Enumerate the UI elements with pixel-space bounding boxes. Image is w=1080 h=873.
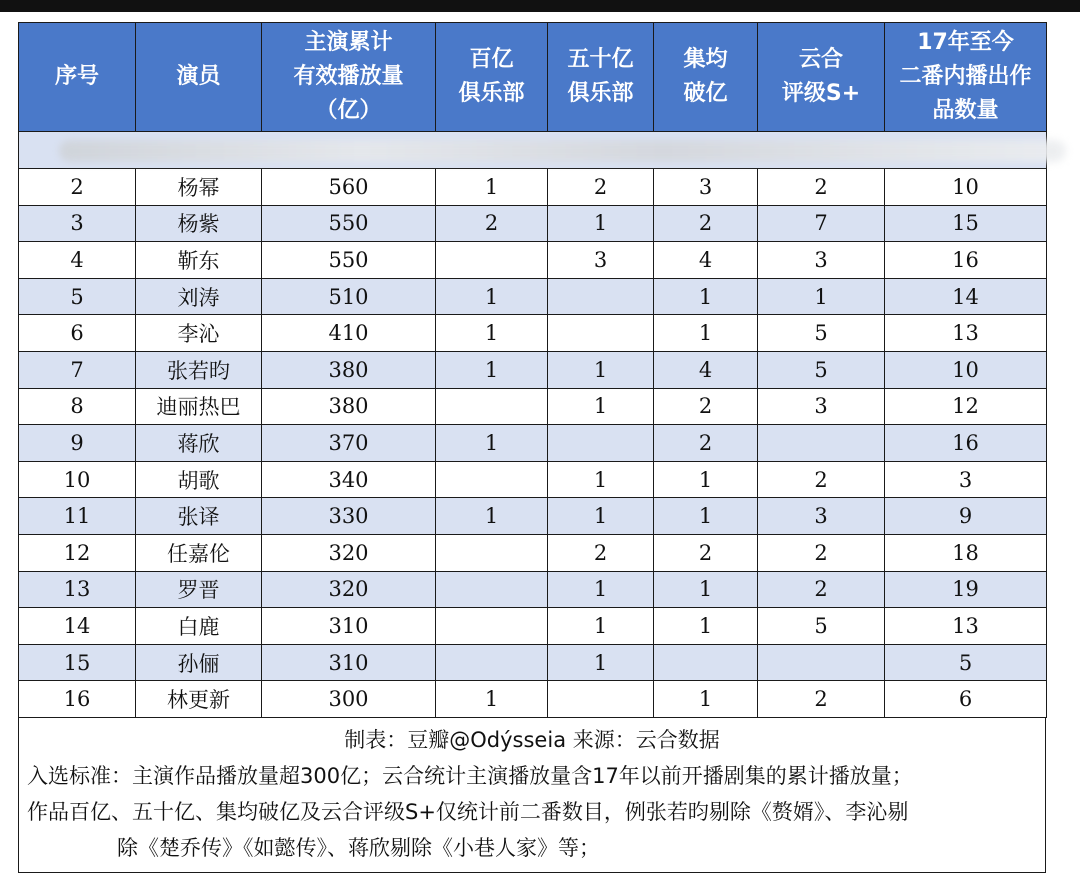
cell-name: 蒋欣 (136, 425, 262, 462)
cell-avg: 2 (654, 388, 758, 425)
cell-b50 (548, 425, 654, 462)
cell-b50: 1 (548, 205, 654, 242)
cell-play: 380 (262, 388, 436, 425)
cell-count: 14 (885, 278, 1047, 315)
cell-play: 560 (262, 169, 436, 206)
note-line-2: 除《楚乔传》《如懿传》、蒋欣剔除《小巷人家》等； (117, 835, 600, 860)
cell-avg: 1 (654, 498, 758, 535)
credit-line: 制表：豆瓣@Odýsseia 来源：云合数据 (344, 727, 720, 752)
cell-name: 林更新 (136, 681, 262, 718)
cell-count: 13 (885, 608, 1047, 645)
cell-avg: 2 (654, 425, 758, 462)
cell-count: 3 (885, 461, 1047, 498)
cell-no: 8 (19, 388, 136, 425)
table-row (19, 571, 1047, 608)
cell-play: 550 (262, 242, 436, 279)
cell-no: 15 (19, 644, 136, 681)
header-label: 俱乐部 (567, 81, 634, 106)
header-label: 品数量 (932, 98, 999, 123)
cell-count: 10 (885, 169, 1047, 206)
cell-b50: 1 (548, 644, 654, 681)
cell-name: 罗晋 (136, 571, 262, 608)
cell-no: 13 (19, 571, 136, 608)
cell-splus: 5 (758, 351, 885, 388)
cell-avg: 4 (654, 351, 758, 388)
cell-no: 11 (19, 498, 136, 535)
cell-no: 12 (19, 534, 136, 571)
cell-b100: 1 (436, 169, 548, 206)
cell-splus: 2 (758, 169, 885, 206)
cell-b100: 1 (436, 278, 548, 315)
header-label: 破亿 (683, 81, 728, 106)
cell-play: 370 (262, 425, 436, 462)
cell-avg: 1 (654, 571, 758, 608)
cell-avg: 4 (654, 242, 758, 279)
cell-no: 4 (19, 242, 136, 279)
actor-ranking-table (18, 22, 1047, 718)
cell-splus (758, 425, 885, 462)
cell-no: 3 (19, 205, 136, 242)
cell-splus: 2 (758, 681, 885, 718)
cell-no: 9 (19, 425, 136, 462)
header-label: 五十亿 (567, 47, 634, 72)
cell-b100 (436, 242, 548, 279)
cell-count: 19 (885, 571, 1047, 608)
table-row (19, 461, 1047, 498)
table-row (19, 278, 1047, 315)
cell-avg: 1 (654, 681, 758, 718)
cell-avg: 3 (654, 169, 758, 206)
cell-play: 320 (262, 571, 436, 608)
cell-b50: 2 (548, 169, 654, 206)
cell-b100: 1 (436, 498, 548, 535)
cell-count: 5 (885, 644, 1047, 681)
header-label: 17年至今 (917, 30, 1014, 55)
cell-b100 (436, 534, 548, 571)
cell-b100: 1 (436, 425, 548, 462)
cell-avg: 1 (654, 461, 758, 498)
cell-b100: 1 (436, 315, 548, 352)
cell-b100: 1 (436, 681, 548, 718)
header-label: 俱乐部 (458, 81, 525, 106)
cell-count: 16 (885, 242, 1047, 279)
cell-avg: 2 (654, 534, 758, 571)
cell-avg: 1 (654, 315, 758, 352)
cell-count: 16 (885, 425, 1047, 462)
header-label: 有效播放量 (293, 64, 404, 89)
cell-name: 孙俪 (136, 644, 262, 681)
cell-play: 410 (262, 315, 436, 352)
cell-b100 (436, 571, 548, 608)
cell-b50: 2 (548, 534, 654, 571)
cell-count: 13 (885, 315, 1047, 352)
header-label: 评级S+ (781, 81, 861, 106)
cell-name: 刘涛 (136, 278, 262, 315)
cell-count: 15 (885, 205, 1047, 242)
cell-splus (758, 644, 885, 681)
table-row (19, 534, 1047, 571)
cell-b50: 1 (548, 498, 654, 535)
header-row (19, 23, 1047, 132)
cell-count: 12 (885, 388, 1047, 425)
cell-b100: 2 (436, 205, 548, 242)
redaction-blur (59, 140, 1066, 162)
cell-splus: 3 (758, 498, 885, 535)
cell-play: 320 (262, 534, 436, 571)
header-cell (19, 23, 136, 132)
cell-name: 白鹿 (136, 608, 262, 645)
header-cell (758, 23, 885, 132)
cell-name: 杨紫 (136, 205, 262, 242)
note-line-1: 作品百亿、五十亿、集均破亿及云合评级S+仅统计前二番数目，例张若昀剔除《赘婿》、李沁剔 (27, 799, 909, 824)
cell-splus: 2 (758, 534, 885, 571)
cell-avg (654, 644, 758, 681)
cell-avg: 1 (654, 278, 758, 315)
table-body (19, 132, 1047, 718)
cell-avg: 1 (654, 608, 758, 645)
table-row (19, 351, 1047, 388)
table-row (19, 608, 1047, 645)
cell-name: 张若昀 (136, 351, 262, 388)
cell-b100 (436, 644, 548, 681)
cell-no: 14 (19, 608, 136, 645)
cell-play: 330 (262, 498, 436, 535)
cell-name: 胡歌 (136, 461, 262, 498)
cell-name: 张译 (136, 498, 262, 535)
cell-name: 杨幂 (136, 169, 262, 206)
header-label: （亿） (315, 98, 382, 123)
table-row (19, 425, 1047, 462)
cell-no: 5 (19, 278, 136, 315)
cell-splus: 2 (758, 571, 885, 608)
cell-no: 10 (19, 461, 136, 498)
cell-b50 (548, 278, 654, 315)
top-bar (0, 0, 1080, 12)
header-label: 序号 (54, 64, 99, 89)
cell-b50: 1 (548, 608, 654, 645)
header-cell (548, 23, 654, 132)
table-row (19, 169, 1047, 206)
cell-play: 310 (262, 608, 436, 645)
cell-name: 迪丽热巴 (136, 388, 262, 425)
header-cell (136, 23, 262, 132)
cell-splus: 1 (758, 278, 885, 315)
cell-b50: 1 (548, 571, 654, 608)
table-footer (18, 718, 1046, 873)
cell-play: 310 (262, 644, 436, 681)
cell-avg: 2 (654, 205, 758, 242)
cell-play: 380 (262, 351, 436, 388)
cell-b50: 1 (548, 351, 654, 388)
cell-count: 10 (885, 351, 1047, 388)
table-row (19, 388, 1047, 425)
cell-name: 李沁 (136, 315, 262, 352)
table-row (19, 498, 1047, 535)
cell-name: 靳东 (136, 242, 262, 279)
cell-no: 2 (19, 169, 136, 206)
header-label: 主演累计 (304, 30, 393, 55)
header-cell (436, 23, 548, 132)
header-label: 云合 (798, 47, 843, 72)
cell-b100 (436, 388, 548, 425)
cell-splus: 3 (758, 242, 885, 279)
header-label: 集均 (683, 47, 728, 72)
cell-splus: 5 (758, 608, 885, 645)
cell-splus: 3 (758, 388, 885, 425)
cell-b50 (548, 315, 654, 352)
header-cell (262, 23, 436, 132)
cell-count: 18 (885, 534, 1047, 571)
cell-b50 (548, 681, 654, 718)
cell-play: 300 (262, 681, 436, 718)
cell-b100: 1 (436, 351, 548, 388)
table-row (19, 242, 1047, 279)
cell-play: 510 (262, 278, 436, 315)
cell-splus: 5 (758, 315, 885, 352)
cell-splus: 7 (758, 205, 885, 242)
ranking-table-container (18, 22, 1046, 873)
cell-no: 7 (19, 351, 136, 388)
criteria-line: 入选标准：主演作品播放量超300亿；云合统计主演播放量含17年以前开播剧集的累计播放量； (27, 763, 913, 788)
table-row (19, 315, 1047, 352)
cell-b100 (436, 608, 548, 645)
blurred-row (19, 132, 1047, 169)
cell-play: 340 (262, 461, 436, 498)
table-row (19, 644, 1047, 681)
cell-count: 6 (885, 681, 1047, 718)
cell-no: 16 (19, 681, 136, 718)
table-row (19, 681, 1047, 718)
cell-b100 (436, 461, 548, 498)
blurred-cell (19, 132, 1047, 169)
header-label: 二番内播出作 (899, 64, 1032, 89)
header-cell (885, 23, 1047, 132)
header-label: 演员 (176, 64, 221, 89)
cell-play: 550 (262, 205, 436, 242)
cell-no: 6 (19, 315, 136, 352)
header-cell (654, 23, 758, 132)
cell-b50: 1 (548, 388, 654, 425)
cell-splus: 2 (758, 461, 885, 498)
table-row (19, 205, 1047, 242)
cell-count: 9 (885, 498, 1047, 535)
cell-name: 任嘉伦 (136, 534, 262, 571)
cell-b50: 1 (548, 461, 654, 498)
cell-b50: 3 (548, 242, 654, 279)
header-label: 百亿 (469, 47, 514, 72)
